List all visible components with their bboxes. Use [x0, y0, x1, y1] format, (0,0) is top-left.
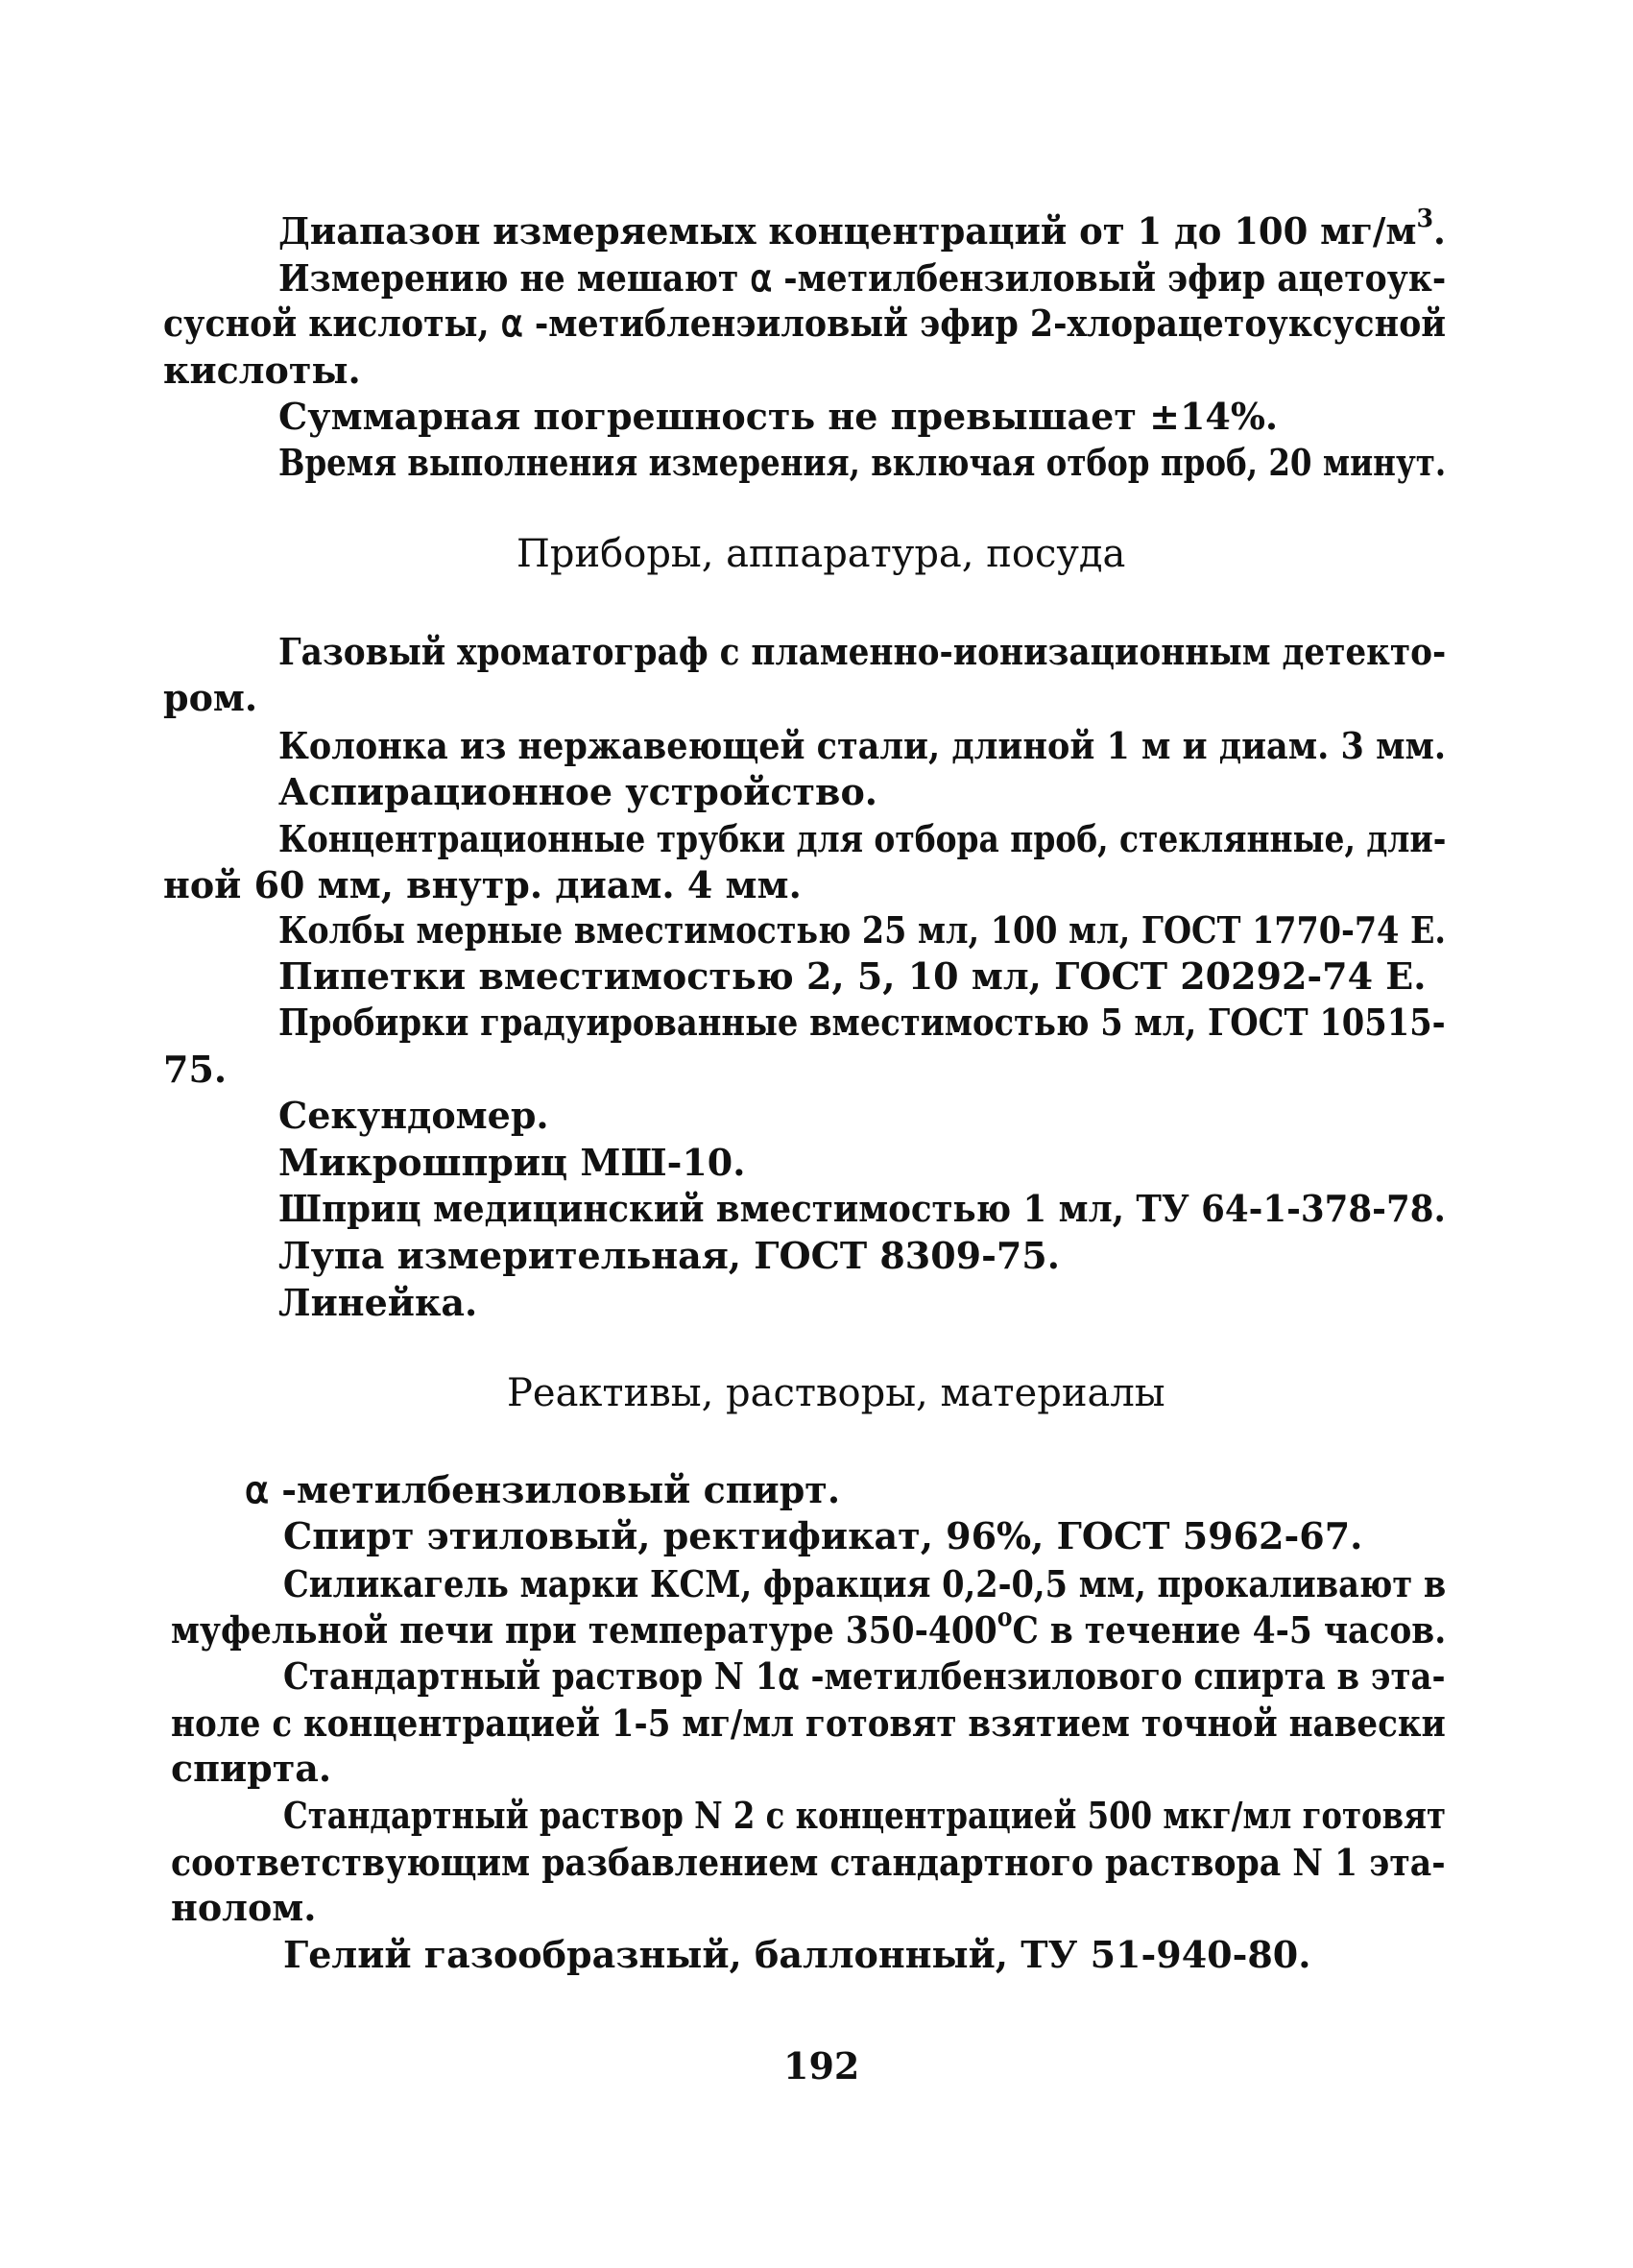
equipment-line-1: ром.	[163, 676, 258, 719]
range-line	[278, 205, 1446, 254]
equipment-line-6: Колбы мерные вместимостью 25 мл, 100 мл, ГОСТ 1770-74 Е.	[278, 908, 1447, 952]
equipment-line-11: Микрошприц МШ-10.	[278, 1141, 746, 1184]
reagent-more-line-4: соответствующим разбавлением стандартного раствора N 1 эта-	[171, 1841, 1446, 1884]
muffle-end: С в течение 4-5 часов.	[1012, 1608, 1447, 1652]
equipment-line-3: Аспирационное устройство.	[278, 770, 878, 813]
equipment-line-12: Шприц медицинский вместимостью 1 мл, ТУ 64-1-378-78.	[278, 1187, 1446, 1230]
equipment-line-0: Газовый хроматограф с пламенно-ионизационным детекто-	[278, 630, 1447, 673]
equipment-line-7: Пипетки вместимостью 2, 5, 10 мл, ГОСТ 20292-74 Е.	[278, 954, 1427, 998]
range-end: .	[1433, 209, 1446, 253]
equipment-heading: Приборы, аппаратура, посуда	[516, 532, 1126, 576]
reagent-more-line-3: Стандартный раствор N 2 с концентрацией 500 мкг/мл готовят	[283, 1794, 1447, 1837]
error-line: Суммарная погрешность не превышает ±14%.	[278, 395, 1279, 438]
range-superscript: 3	[1416, 205, 1434, 233]
page-number: 192	[783, 2044, 860, 2087]
reagent-line-2: Силикагель марки КСМ, фракция 0,2-0,5 мм, прокаливают в	[283, 1562, 1447, 1605]
reagent-line-1: Спирт этиловый, ректификат, 96%, ГОСТ 5962-67.	[283, 1514, 1363, 1557]
reagent-line-0: ⍺ -метилбензиловый спирт.	[245, 1468, 841, 1511]
reagent-more-line-2: спирта.	[171, 1747, 332, 1790]
degree-superscript: о	[997, 1604, 1013, 1632]
reagents-heading: Реактивы, растворы, материалы	[507, 1371, 1165, 1415]
interference-line-3: кислоты.	[163, 349, 361, 392]
muffle-line	[171, 1604, 1447, 1653]
interference-line-1: Измерению не мешают ⍺ -метилбензиловый эфир ацетоук-	[278, 256, 1447, 300]
range-text: Диапазон измеряемых концентраций от 1 до 100 мг/м	[278, 209, 1417, 253]
reagent-more-line-5: нолом.	[171, 1886, 317, 1929]
equipment-line-13: Лупа измерительная, ГОСТ 8309-75.	[278, 1234, 1060, 1277]
reagent-more-line-1: ноле с концентрацией 1-5 мг/мл готовят взятием точной навески	[171, 1701, 1446, 1745]
equipment-line-5: ной 60 мм, внутр. диам. 4 мм.	[163, 863, 802, 906]
equipment-line-4: Концентрационные трубки для отбора проб, стеклянные, дли-	[278, 817, 1447, 860]
reagent-more-line-6: Гелий газообразный, баллонный, ТУ 51-940-80.	[283, 1933, 1311, 1976]
equipment-line-9: 75.	[163, 1048, 228, 1091]
equipment-line-8: Пробирки градуированные вместимостью 5 мл, ГОСТ 10515-	[278, 1001, 1446, 1044]
muffle-text: муфельной печи при температуре 350-400	[171, 1608, 997, 1652]
equipment-line-10: Секундомер.	[278, 1094, 549, 1137]
reagent-more-line-0: Стандартный раствор N 1⍺ -метилбензилового спирта в эта-	[283, 1654, 1446, 1698]
interference-line-2: сусной кислоты, ⍺ -метибленэиловый эфир 2-хлорацетоуксусной	[163, 302, 1447, 345]
time-line: Время выполнения измерения, включая отбор проб, 20 минут.	[278, 441, 1447, 484]
equipment-line-14: Линейка.	[278, 1281, 478, 1324]
equipment-line-2: Колонка из нержавеющей стали, длиной 1 м и диам. 3 мм.	[278, 724, 1447, 767]
